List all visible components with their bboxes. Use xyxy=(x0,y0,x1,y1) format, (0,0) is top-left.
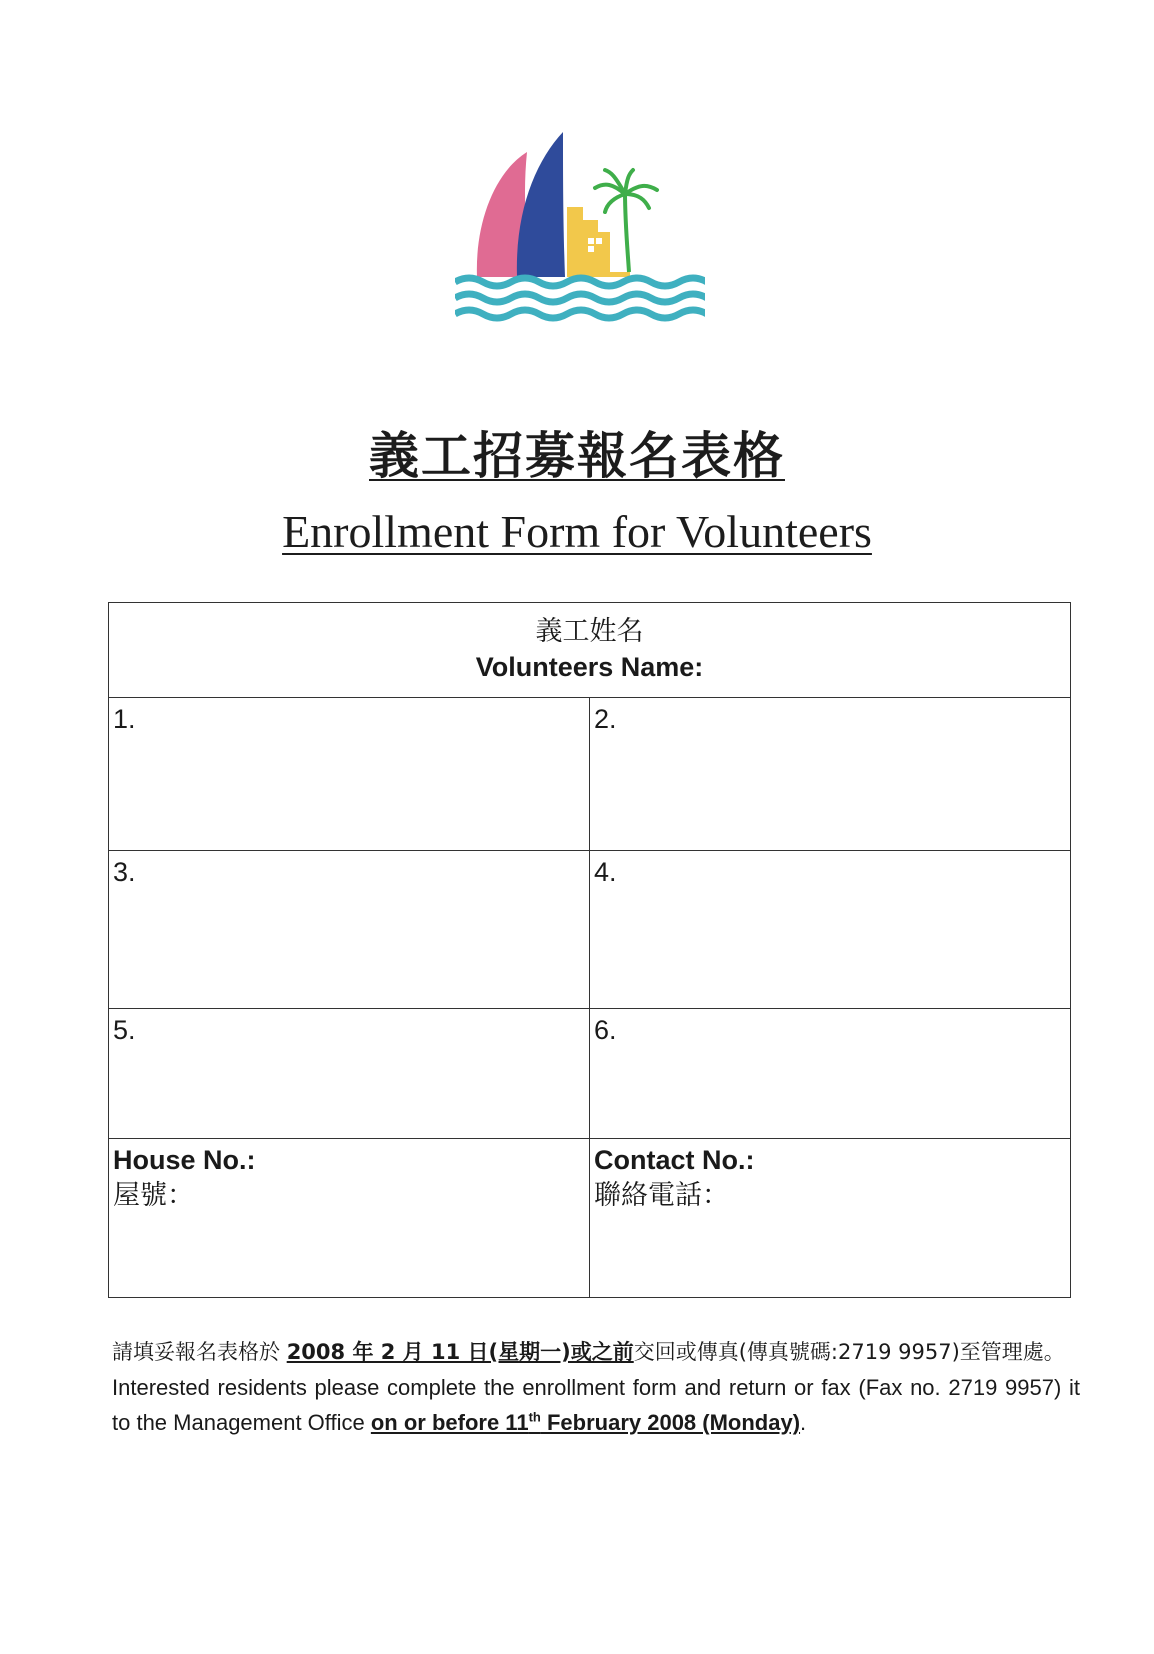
title-chinese: 義工招募報名表格 xyxy=(369,426,785,485)
instruction-chinese: 請填妥報名表格於 2008 年 2 月 11 日(星期一)或之前交回或傳真(傳真號碼:2719 9957)至管理處。 xyxy=(112,1340,1065,1364)
enrollment-table xyxy=(108,602,1071,1298)
volunteer-slot-4[interactable]: 4. xyxy=(590,851,1071,1009)
volunteer-slot-3[interactable]: 3. xyxy=(109,851,590,1009)
deadline-chinese: 2008 年 2 月 11 日(星期一)或之前 xyxy=(286,1340,634,1364)
waves xyxy=(455,278,705,318)
estate-logo xyxy=(455,132,705,337)
header-chinese: 義工姓名 xyxy=(535,616,644,647)
header-english: Volunteers Name: xyxy=(475,652,704,682)
instruction-english: Interested residents please complete the enrollment form and return or fax (Fax no. 2719 9957) it to the Management Office on or before 11th February 2008 (Monday). xyxy=(112,1375,1080,1435)
palm-trunk xyxy=(625,192,629,272)
contact-label-english: Contact No.: xyxy=(594,1144,755,1175)
contact-label-chinese: 聯絡電話： xyxy=(594,1179,729,1211)
house-label-english: House No.: xyxy=(113,1144,256,1175)
house-label-chinese: 屋號： xyxy=(113,1179,194,1211)
contact-number-field[interactable] xyxy=(590,1138,1071,1297)
volunteer-slot-2[interactable]: 2. xyxy=(590,697,1071,850)
title-english: Enrollment Form for Volunteers xyxy=(282,506,872,557)
volunteer-slot-1[interactable]: 1. xyxy=(109,697,590,850)
deadline-english: on or before 11th February 2008 (Monday) xyxy=(370,1409,801,1435)
house-number-field[interactable] xyxy=(109,1138,590,1297)
volunteer-slot-5[interactable]: 5. xyxy=(109,1009,590,1138)
volunteers-name-header xyxy=(109,603,1071,698)
volunteer-slot-6[interactable]: 6. xyxy=(590,1009,1071,1138)
